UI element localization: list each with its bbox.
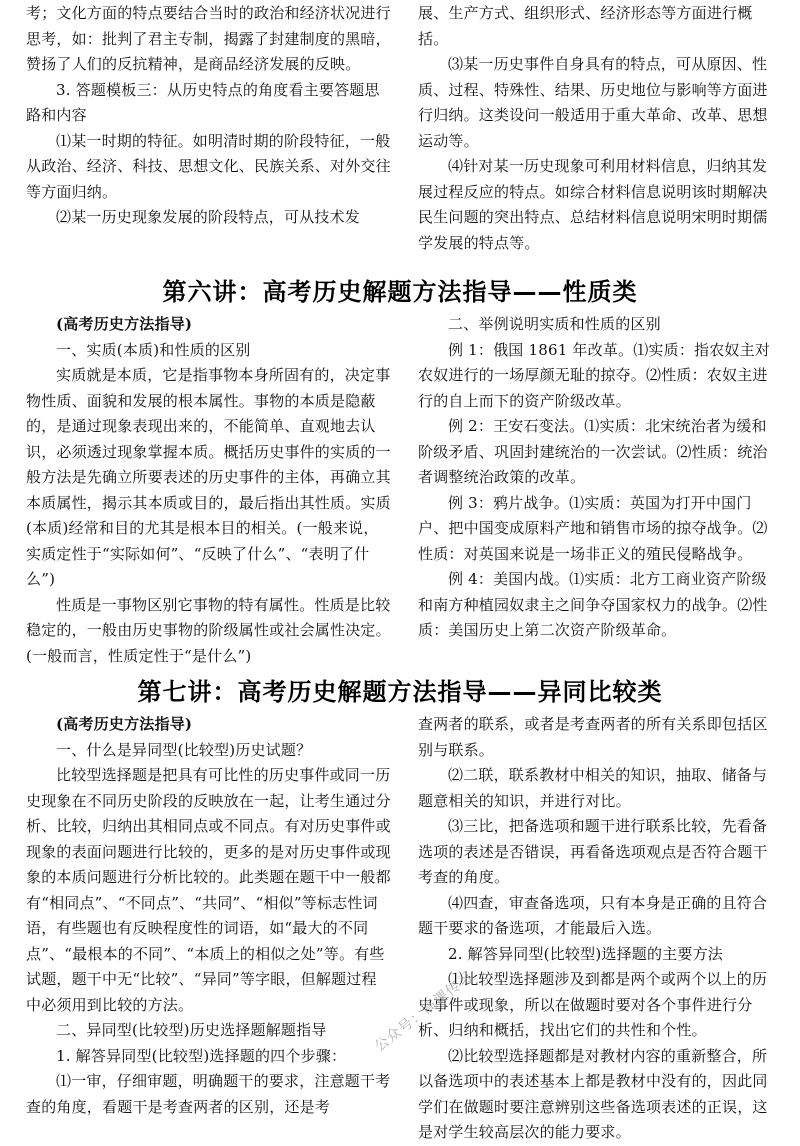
paragraph: ⑵某一历史现象发展的阶段特点，可从技术发 bbox=[56, 208, 361, 226]
paragraph: 1. 解答异同型(比较型)选择题的四个步骤： bbox=[56, 1046, 347, 1065]
paragraph: ⑵比较型选择题都是对教材内容的重新整合，所以备选项中的表述基本上都是教材中没有的，因此同学们在做题时要注意辨别这些备选项表述的正误，这是对学生较高层次的能力要求。 bbox=[418, 1046, 768, 1141]
watermark: 公众号：高课传习 bbox=[371, 968, 477, 1055]
paragraph: 实质就是本质，它是指事物本身所固有的，决定事物性质、面貌和发展的根本属性。事物的本质是隐蔽的，是通过现象表现出来的，不能简单、直观地去认识，必须透过现象掌握本质。概括历史事件的实质的一般方法是先确立所要表述的历史事件的主体，再确立其本质属性，揭示其本质或目的，最后指出其性质。实质(本质)经常和目的尤其是根本目的相关。(一般来说，实质定性于“实际如何”、“反映了什么”、“表明了什么”) bbox=[26, 366, 391, 588]
paragraph: 比较型选择题是把具有可比性的历史事件或同一历史现象在不同历史阶段的反映放在一起，让考生通过分析、比较，归纳出其相同点或不同点。有对历史事件或现象的表面问题进行比较的，更多的是对历史事件或现象的本质问题进行分析比较的。此类题在题干中一般都有“相同点”、“不同点”、“共同”、“相似”等标志性词语，有些题也有反映程度性的词语，如“最大的不同点”、“最根本的不同”、“本质上的相似之处”等。有些试题，题干中无“比较”、“异同”等字眼，但解题过程中必须用到比较的方法。 bbox=[26, 766, 391, 1014]
section-heading: 2. 解答异同型(比较型)选择题的主要方法 bbox=[448, 944, 723, 963]
lecture6-left-column bbox=[26, 312, 391, 669]
lecture7-left-column bbox=[26, 712, 391, 1120]
paragraph: 查两者的联系，或者是考查两者的所有关系即包括区别与联系。 bbox=[418, 715, 768, 759]
paragraph: 考；文化方面的特点要结合当时的政治和经济状况进行思考，如：批判了君主专制，揭露了封建制度的黑暗，赞扬了人们的反抗精神，是商品经济发展的反映。 bbox=[26, 4, 391, 73]
paragraph: ⑴一审，仔细审题，明确题干的要求，注意题干考查的角度，看题干是考查两者的区别，还是考 bbox=[26, 1072, 391, 1116]
lecture7-title: 第七讲：高考历史解题方法指导——异同比较类 bbox=[137, 678, 663, 706]
paragraph: ⑵二联，联系教材中相关的知识，抽取、储备与题意相关的知识，并进行对比。 bbox=[418, 766, 768, 810]
lecture7-right-column bbox=[418, 712, 780, 1146]
top-right-column bbox=[418, 1, 780, 256]
section-heading: 一、什么是异同型(比较型)历史试题？ bbox=[56, 740, 312, 759]
paragraph: 例 3：鸦片战争。⑴实质：英国为打开中国门户、把中国变成原料产地和销售市场的掠夺战争。⑵性质：对英国来说是一场非正义的殖民侵略战争。 bbox=[418, 493, 768, 563]
paragraph: 3. 答题模板三：从历史特点的角度看主要答题思路和内容 bbox=[26, 80, 380, 124]
section-heading: 二、异同型(比较型)历史选择题解题指导 bbox=[56, 1021, 327, 1039]
paragraph: 例 1：俄国 1861 年改革。⑴实质：指农奴主对农奴进行的一场厚颜无耻的掠夺。⑵性质：农奴主进行的自上而下的资产阶级改革。 bbox=[418, 340, 771, 410]
paragraph: ⑶三比，把备选项和题干进行联系比较，先看备选项的表述是否错误，再看备选项观点是否符合题干考查的角度。 bbox=[418, 817, 768, 886]
subheading: (高考历史方法指导) bbox=[56, 315, 193, 333]
paragraph: 展、生产方式、组织形式、经济形态等方面进行概括。 bbox=[418, 4, 753, 48]
paragraph: 例 4：美国内战。⑴实质：北方工商业资产阶级和南方种植园奴隶主之间争夺国家权力的战争。⑵性质：美国历史上第二次资产阶级革命。 bbox=[418, 570, 768, 639]
section-heading: 二、举例说明实质和性质的区别 bbox=[448, 315, 661, 333]
paragraph: ⑷针对某一历史现象可利用材料信息，归纳其发展过程反应的特点。如综合材料信息说明该时期解决民生问题的突出特点、总结材料信息说明宋明时期儒学发展的特点等。 bbox=[418, 157, 768, 252]
paragraph: 性质是一事物区别它事物的特有属性。性质是比较稳定的，一般由历史事物的阶级属性或社会属性决定。(一般而言，性质定性于“是什么”) bbox=[26, 595, 391, 665]
section-heading: 一、实质(本质)和性质的区别 bbox=[56, 340, 251, 359]
top-left-column bbox=[26, 1, 391, 231]
paragraph: ⑷四查，审查备选项，只有本身是正确的且符合题干要求的备选项，才能最后入选。 bbox=[418, 893, 768, 937]
paragraph: ⑴某一时期的特征。如明清时期的阶段特征，一般从政治、经济、科技、思想文化、民族关系、对外交往等方面归纳。 bbox=[26, 131, 391, 201]
paragraph: ⑴比较型选择题涉及到都是两个或两个以上的历史事件或现象，所以在做题时要对各个事件进行分析、归纳和概括，找出它们的共性和个性。 bbox=[418, 970, 768, 1039]
paragraph: 例 2：王安石变法。⑴实质：北宋统治者为缓和阶级矛盾、巩固封建统治的一次尝试。⑵性质：统治者调整统治政策的改革。 bbox=[418, 417, 768, 486]
lecture6-right-column bbox=[418, 312, 780, 644]
paragraph: ⑶某一历史事件自身具有的特点，可从原因、性质、过程、特殊性、结果、历史地位与影响等方面进行归纳。这类设问一般适用于重大革命、改革、思想运动等。 bbox=[418, 55, 768, 150]
subheading: (高考历史方法指导) bbox=[56, 715, 193, 733]
lecture6-title: 第六讲：高考历史解题方法指导——性质类 bbox=[162, 278, 638, 306]
